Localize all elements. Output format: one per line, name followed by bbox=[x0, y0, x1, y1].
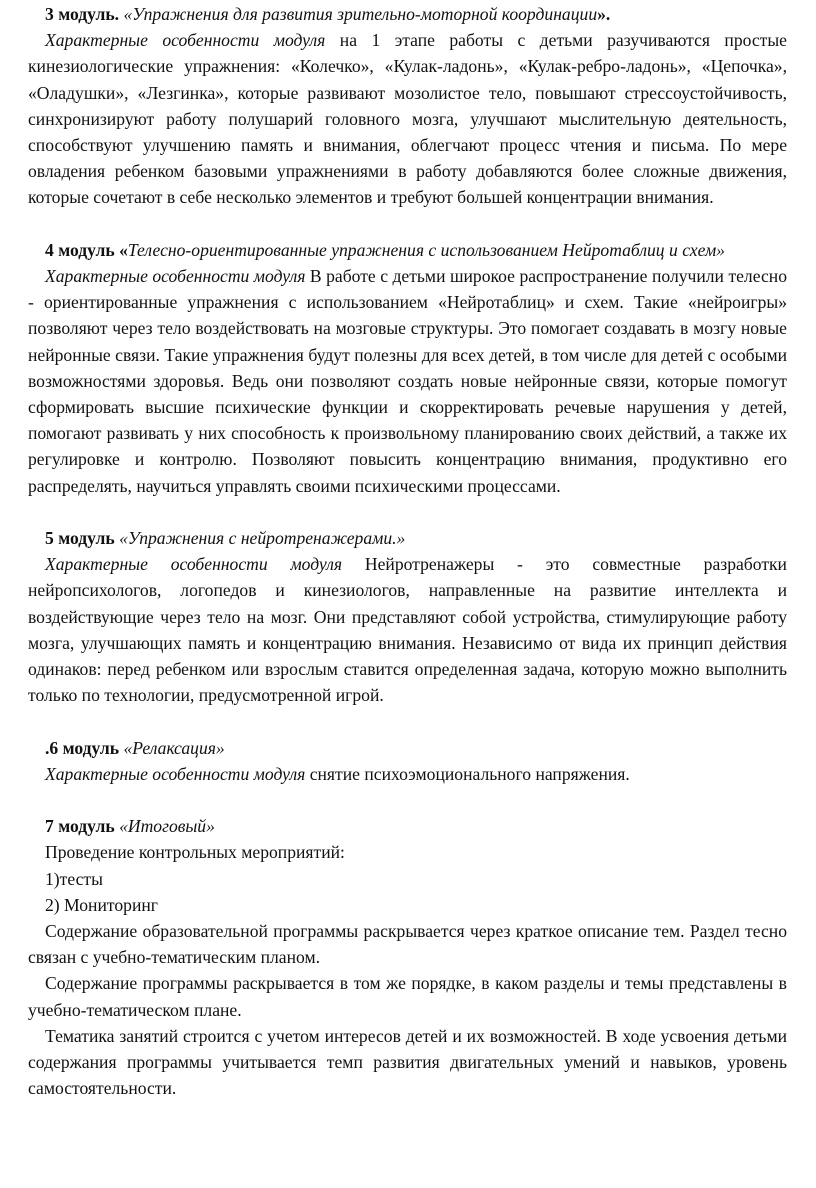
module-6-heading bbox=[28, 735, 787, 761]
module-4-paragraph bbox=[28, 263, 787, 499]
module-4-number: 4 модуль « bbox=[45, 239, 128, 260]
module-3-heading bbox=[28, 1, 787, 27]
module-6-paragraph bbox=[28, 761, 787, 787]
spacer bbox=[28, 211, 787, 237]
module-6-text: снятие психоэмоционального напряжения. bbox=[305, 763, 630, 784]
module-6-lead: Характерные особенности модуля bbox=[45, 763, 306, 784]
module-7-title: «Итоговый» bbox=[114, 816, 215, 837]
closing-paragraph-3: Тематика занятий строится с учетом интересов детей и их возможностей. В ходе усвоения детьми содержания программы учитывается темп развития двигательных умений и навыков, уровень самостоятельности. bbox=[28, 1025, 787, 1099]
module-3-number: 3 модуль. bbox=[45, 4, 120, 24]
module-4-heading bbox=[28, 237, 787, 263]
module-4-text: В работе с детьми широкое распространение получили телесно - ориентированные упражнения с использованием «Нейротаблиц» и схем. Такие «нейроигры» позволяют через тело воздействовать на мозговые структуры. Это помогает создавать в мозгу новые нейронные связи. Такие упражнения будут полезны для всех детей, в том числе для детей с особыми возможностями здоровья. Ведь они позволяют создать новые нейронные связи, которые помогут сформировать высшие психические функции и скорректировать речевые нарушения у детей, помогают развивать у них способность к произвольному планированию своих действий, а также их регулировке и контролю. Позволяют повысить концентрацию внимания, продуктивно его распределять, научиться управлять своими психическими процессами. bbox=[28, 266, 787, 496]
closing-paragraph-1: Содержание образовательной программы раскрывается через краткое описание тем. Раздел тесно связан с учебно-тематическим планом. bbox=[28, 921, 787, 968]
module-7-item-1: 1)тесты bbox=[45, 868, 103, 889]
module-5-paragraph bbox=[28, 551, 787, 708]
module-5-text: Нейротренажеры - это совместные разработки нейропсихологов, логопедов и кинезиологов, направленные на развитие интеллекта и воздействующие через тело на мозг. Они представляют собой устройства, стимулирующие работу мозга, улучшающих память и концентрацию внимания. Независимо от вида их принцип действия одинаков: перед ребенком или взрослым ставится определенная задача, которую можно выполнить только по технологии, предусмотренной игрой. bbox=[28, 554, 787, 706]
module-4-title: Телесно-ориентированные упражнения с использованием Нейротаблиц и схем» bbox=[127, 239, 725, 260]
module-3-lead: Характерные особенности модуля bbox=[45, 30, 326, 51]
module-3-text: на 1 этапе работы с детьми разучиваются простые кинезиологические упражнения: «Колечко», «Кулак-ладонь», «Кулак-ребро-ладонь», «Цепочка», «Оладушки», «Лезгинка», которые развивают мозолистое тело, повышают стрессоустойчивость, синхронизируют работу полушарий головного мозга, улучшают мыслительную деятельность, способствуют улучшению память и внимания, облегчают процесс чтения и письма. По мере овладения ребенком базовыми упражнениями в работу добавляются более сложные движения, которые сочетают в себе несколько элементов и требуют большей концентрации внимания. bbox=[28, 30, 787, 208]
module-7-heading bbox=[28, 813, 787, 839]
module-5-title: «Упражнения с нейротренажерами.» bbox=[114, 528, 406, 549]
spacer bbox=[28, 708, 787, 734]
module-5-number: 5 модуль bbox=[45, 528, 115, 549]
module-5-lead: Характерные особенности модуля bbox=[45, 554, 343, 575]
spacer bbox=[28, 787, 787, 813]
document-body bbox=[28, 1, 787, 1101]
module-3-title: Упражнения для развития зрительно-моторной координации bbox=[132, 4, 598, 24]
spacer bbox=[28, 499, 787, 525]
module-3-paragraph bbox=[28, 27, 787, 210]
module-5-heading bbox=[28, 525, 787, 551]
module-3-close-quote: ». bbox=[597, 4, 611, 24]
module-6-title: «Релаксация» bbox=[119, 737, 225, 758]
module-4-lead: Характерные особенности модуля bbox=[45, 266, 306, 287]
module-7-item-2: 2) Мониторинг bbox=[45, 894, 158, 915]
module-7-intro: Проведение контрольных мероприятий: bbox=[45, 842, 345, 863]
closing-paragraph-2: Содержание программы раскрывается в том же порядке, в каком разделы и темы представлены в учебно-тематическом плане. bbox=[28, 973, 787, 1020]
module-7-number: 7 модуль bbox=[45, 816, 115, 837]
module-6-number: .6 модуль bbox=[45, 737, 120, 758]
module-3-open-quote: « bbox=[123, 4, 133, 24]
